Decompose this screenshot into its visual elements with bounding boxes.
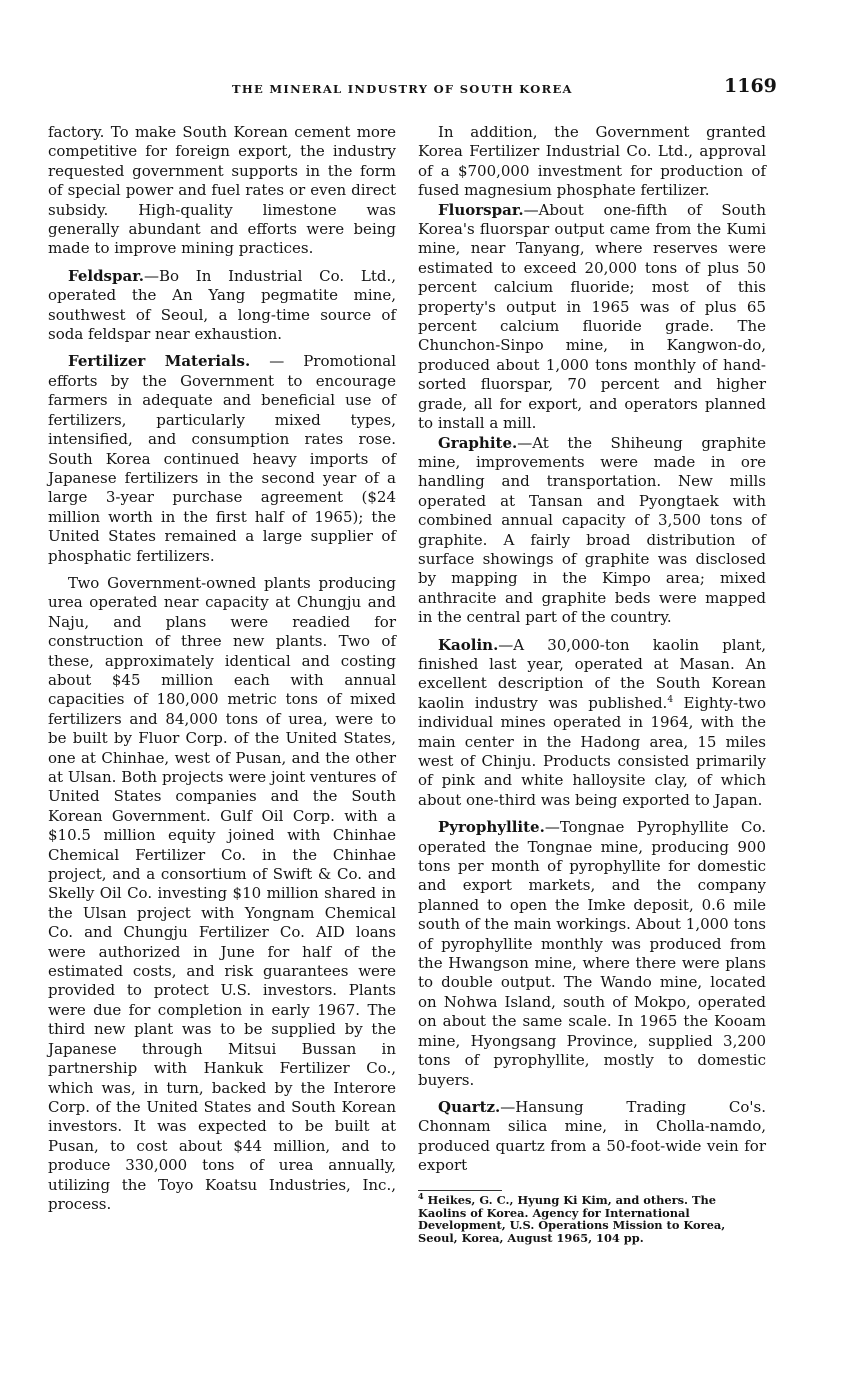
header-title: THE MINERAL INDUSTRY OF SOUTH KOREA [232,82,573,96]
page-number: 1169 [724,75,777,97]
right-column [418,123,766,1176]
paragraph-graphite [418,434,766,628]
footnote [418,1191,768,1245]
quartz-heading: Quartz. [438,1097,501,1116]
paragraph-urea-plants: Two Government-owned plants producing urea operated near capacity at Chungju and Naju, and plans were readied for construction of three new plants. Two of these, approximately identical and costing about $45 million each with annual capacities of 180,000 metric tons of mixed fertilizers and 84,000 tons of urea, were to be built by Fluor Corp. of the United States, one at Chinhae, west of Pusan, and the other at Ulsan. Both projects were joint ventures of United States companies and the South Korean Government. Gulf Oil Corp. with a $10.5 million equity joined with Chinhae Chemical Fertilizer Co. in the Chinhae project, and a consortium of Swift & Co. and Skelly Oil Co. investing $10 million shared in the Ulsan project with Yongnam Chemical Co. and Chungju Fertilizer Co. AID loans were authorized in June for half of the estimated costs, and risk guarantees were provided to protect U.S. investors. Plants were due for completion in early 1967. The third new plant was to be supplied by the Japanese through Mitsui Bussan in partnership with Hankuk Fertilizer Co., which was, in turn, backed by the Interore Corp. of the United States and South Korean investors. It was expected to be built at Pusan, to cost about $44 million, and to produce 330,000 tons of urea annually, utilizing the Toyo Koatsu Industries, Inc., process. [48,573,396,1213]
quartz-text: —Hansung Trading Co's. Chonnam silica mine, in Cholla-namdo, produced quartz from a 50-foot-wide vein for export [418,1097,766,1175]
kaolin-heading: Kaolin. [438,635,499,654]
graphite-heading: Graphite. [438,433,518,452]
footnote-text: Heikes, G. C., Hyung Ki Kim, and others. The Kaolins of Korea. Agency for International Development, U.S. Operations Mission to Korea, Seoul, Korea, August 1965, 104 pp. [418,1193,726,1245]
paragraph-cement: factory. To make South Korean cement more competitive for foreign export, the industry requested government supports in the form of special power and fuel rates or even direct subsidy. High-quality limestone was generally abundant and efforts were being made to improve mining practices. [48,123,396,258]
paragraph-fertilizer [48,352,396,565]
paragraph-fluorspar [418,201,766,434]
left-column [48,123,396,1214]
kaolin-text-b: Eighty-two individual mines operated in 1964, with the main center in the Hadong area, 15 miles west of Chinju. Products consisted primarily of pink and white halloysite clay, of which about one-third was being exported to Japan. [418,693,766,809]
paragraph-feldspar [48,267,396,345]
feldspar-text: —Bo In Industrial Co. Ltd., operated the An Yang pegmatite mine, southwest of Seoul, a long-time source of soda feldspar near exhaustion. [48,266,396,344]
feldspar-heading: Feldspar. [68,266,144,285]
footnote-divider [418,1190,502,1191]
paragraph-kaolin [418,636,766,811]
fertilizer-text: — Promotional efforts by the Government to encourage farmers in adequate and beneficial use of fertilizers, particularly mixed types, intensified, and consumption rates rose. South Korea continued heavy imports of Japanese fertilizers in the second year of a large 3-year purchase agreement ($24 million worth in the first half of 1965); the United States remained a large supplier of phosphatic fertilizers. [48,352,397,565]
paragraph-quartz [418,1098,766,1176]
pyrophyllite-heading: Pyrophyllite. [438,818,545,837]
pyrophyllite-text: —Tongnae Pyrophyllite Co. operated the Tongnae mine, producing 900 tons per month of pyrophyllite for domestic and export markets, and the company planned to open the Imke deposit, 0.6 mile south of the main workings. About 1,000 tons of pyrophyllite monthly was produced from the Hwangson mine, where there were plans to double output. The Wando mine, located on Nohwa Island, south of Mokpo, operated on about the same scale. In 1965 the Kooam mine, Hyongsang Province, supplied 3,200 tons of pyrophyllite, mostly to domestic buyers. [418,818,766,1089]
paragraph-pyrophyllite [418,818,766,1090]
kaolin-text-a: —A 30,000-ton kaolin plant, finished last year, operated at Masan. An excellent description of the South Korean kaolin industry was published. [418,635,766,712]
fertilizer-heading: Fertilizer Materials. [68,352,251,371]
footnote-mark: 4 [418,1191,424,1202]
paragraph-phosphate: In addition, the Government granted Korea Fertilizer Industrial Co. Ltd., approval of a $700,000 investment for production of fused magnesium phosphate fertilizer. [418,123,766,200]
footnote-reference: 4 [667,694,674,705]
fluorspar-heading: Fluorspar. [438,200,524,219]
graphite-text: —At the Shiheung graphite mine, improvements were made in ore handling and transportation. New mills operated at Tansan and Pyongtaek with combined annual capacity of 3,500 tons of graphite. A fairly broad distribution of surface showings of graphite was disclosed by mapping in the Kimpo area; mixed anthracite and graphite beds were mapped in the central part of the country. [418,433,766,627]
fluorspar-text: —About one-fifth of South Korea's fluorspar output came from the Kumi mine, near Tanyang, where reserves were estimated to exceed 20,000 tons of plus 50 percent calcium fluoride; most of this property's output in 1965 was of plus 65 percent calcium fluoride grade. The Chunchon-Sinpo mine, in Kangwon-do, produced about 1,000 tons monthly of hand-sorted fluorspar, 70 percent and higher grade, all for export, and operators planned to install a mill. [418,200,766,433]
